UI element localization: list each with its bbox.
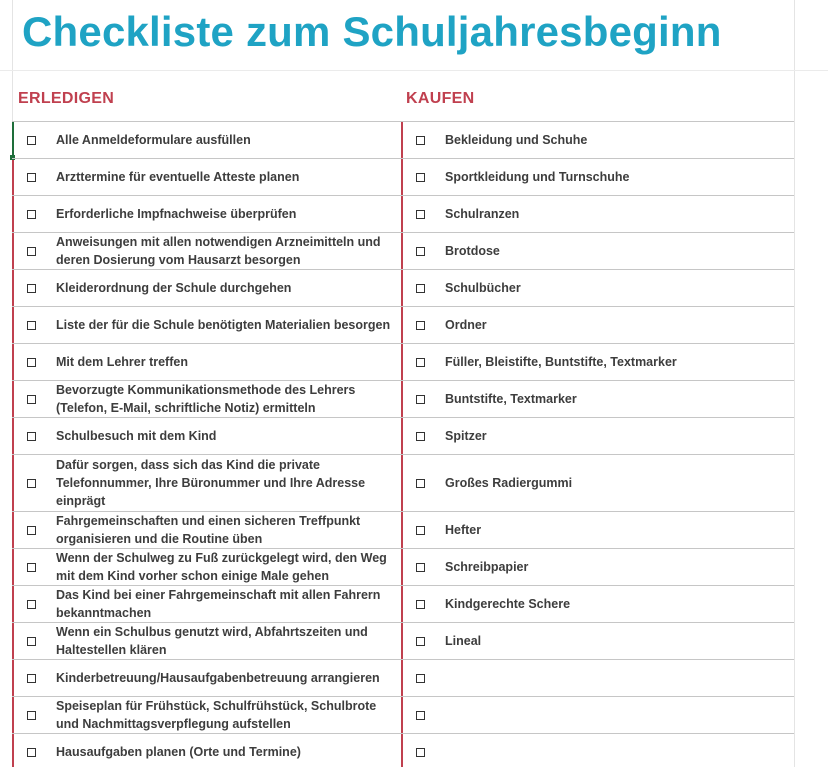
row-divider: [12, 417, 794, 418]
buy-item-text: Buntstifte, Textmarker: [445, 391, 577, 406]
buy-checkbox[interactable]: [416, 395, 425, 404]
todo-item-text: Mit dem Lehrer treffen: [56, 354, 188, 369]
grid-column-line: [794, 0, 795, 767]
todo-checkbox[interactable]: [27, 284, 36, 293]
todo-checkbox[interactable]: [27, 432, 36, 441]
buy-checkbox[interactable]: [416, 600, 425, 609]
column-heading-kaufen: KAUFEN: [406, 90, 475, 107]
todo-checkbox[interactable]: [27, 210, 36, 219]
buy-checkbox[interactable]: [416, 247, 425, 256]
todo-item-text: Kleiderordnung der Schule durchgehen: [56, 280, 292, 295]
row-divider: [12, 343, 794, 344]
buy-checkbox[interactable]: [416, 674, 425, 683]
buy-checkbox[interactable]: [416, 526, 425, 535]
buy-item-text: Brotdose: [445, 243, 500, 258]
center-divider: [401, 121, 403, 767]
buy-item-text: Bekleidung und Schuhe: [445, 132, 588, 147]
todo-item-text: Alle Anmeldeformulare ausfüllen: [56, 132, 251, 147]
todo-item-text: Das Kind bei einer Fahrgemeinschaft mit allen Fahrern bekanntmachen: [56, 587, 381, 620]
buy-item-text: Schreibpapier: [445, 559, 529, 574]
buy-item-text: Hefter: [445, 522, 482, 537]
buy-checkbox[interactable]: [416, 358, 425, 367]
buy-checkbox[interactable]: [416, 479, 425, 488]
buy-checkbox[interactable]: [416, 284, 425, 293]
todo-checkbox[interactable]: [27, 321, 36, 330]
todo-item-text: Wenn ein Schulbus genutzt wird, Abfahrtszeiten und Haltestellen klären: [56, 624, 368, 657]
buy-checkbox[interactable]: [416, 173, 425, 182]
todo-item-text: Hausaufgaben planen (Orte und Termine): [56, 744, 301, 759]
todo-item-text: Liste der für die Schule benötigten Materialien besorgen: [56, 317, 391, 332]
todo-checkbox[interactable]: [27, 247, 36, 256]
todo-checkbox[interactable]: [27, 748, 36, 757]
selected-cell-indicator: [12, 121, 14, 158]
todo-item-text: Anweisungen mit allen notwendigen Arzneimitteln und deren Dosierung vom Hausarzt besorgen: [56, 234, 381, 267]
buy-item-text: Ordner: [445, 317, 487, 332]
todo-item-text: Bevorzugte Kommunikationsmethode des Lehrers (Telefon, E-Mail, schriftliche Notiz) ermitteln: [56, 382, 356, 415]
todo-checkbox[interactable]: [27, 395, 36, 404]
todo-checkbox[interactable]: [27, 358, 36, 367]
buy-checkbox[interactable]: [416, 432, 425, 441]
row-divider: [12, 269, 794, 270]
todo-checkbox[interactable]: [27, 136, 36, 145]
buy-checkbox[interactable]: [416, 563, 425, 572]
todo-item-text: Erforderliche Impfnachweise überprüfen: [56, 206, 297, 221]
todo-checkbox[interactable]: [27, 711, 36, 720]
buy-checkbox[interactable]: [416, 711, 425, 720]
buy-item-text: Lineal: [445, 633, 482, 648]
todo-checkbox[interactable]: [27, 563, 36, 572]
grid-row-line: [0, 70, 828, 71]
row-divider: [12, 121, 794, 122]
column-heading-erledigen: ERLEDIGEN: [18, 90, 115, 107]
row-divider: [12, 158, 794, 159]
todo-item-text: Wenn der Schulweg zu Fuß zurückgelegt wird, den Weg mit dem Kind vorher schon einige Male gehen: [56, 550, 387, 583]
todo-item-text: Arzttermine für eventuelle Atteste planen: [56, 169, 300, 184]
buy-item-text: Kindgerechte Schere: [445, 596, 571, 611]
page-title: Checkliste zum Schuljahresbeginn: [22, 8, 722, 55]
row-divider: [12, 659, 794, 660]
buy-item-text: Großes Radiergummi: [445, 475, 573, 490]
left-divider: [12, 121, 14, 767]
row-divider: [12, 306, 794, 307]
buy-checkbox[interactable]: [416, 321, 425, 330]
buy-item-text: Schulbücher: [445, 280, 521, 295]
buy-item-text: Schulranzen: [445, 206, 520, 221]
todo-checkbox[interactable]: [27, 526, 36, 535]
row-divider: [12, 195, 794, 196]
buy-checkbox[interactable]: [416, 210, 425, 219]
todo-item-text: Speiseplan für Frühstück, Schulfrühstück, Schulbrote und Nachmittagsverpflegung aufstellen: [56, 698, 377, 731]
todo-checkbox[interactable]: [27, 674, 36, 683]
row-divider: [12, 733, 794, 734]
buy-checkbox[interactable]: [416, 748, 425, 757]
todo-item-text: Fahrgemeinschaften und einen sicheren Treffpunkt organisieren und die Routine üben: [56, 513, 361, 546]
buy-item-text: Sportkleidung und Turnschuhe: [445, 169, 630, 184]
todo-checkbox[interactable]: [27, 173, 36, 182]
buy-checkbox[interactable]: [416, 637, 425, 646]
buy-item-text: Spitzer: [445, 428, 487, 443]
todo-item-text: Dafür sorgen, dass sich das Kind die private Telefonnummer, Ihre Büronummer und Ihre Adresse einprägt: [56, 457, 366, 508]
buy-checkbox[interactable]: [416, 136, 425, 145]
checklist-table: [12, 121, 794, 767]
todo-item-text: Schulbesuch mit dem Kind: [56, 428, 217, 443]
todo-checkbox[interactable]: [27, 479, 36, 488]
buy-item-text: Füller, Bleistifte, Buntstifte, Textmarker: [445, 354, 677, 369]
todo-checkbox[interactable]: [27, 637, 36, 646]
todo-checkbox[interactable]: [27, 600, 36, 609]
todo-item-text: Kinderbetreuung/Hausaufgabenbetreuung arrangieren: [56, 670, 380, 685]
